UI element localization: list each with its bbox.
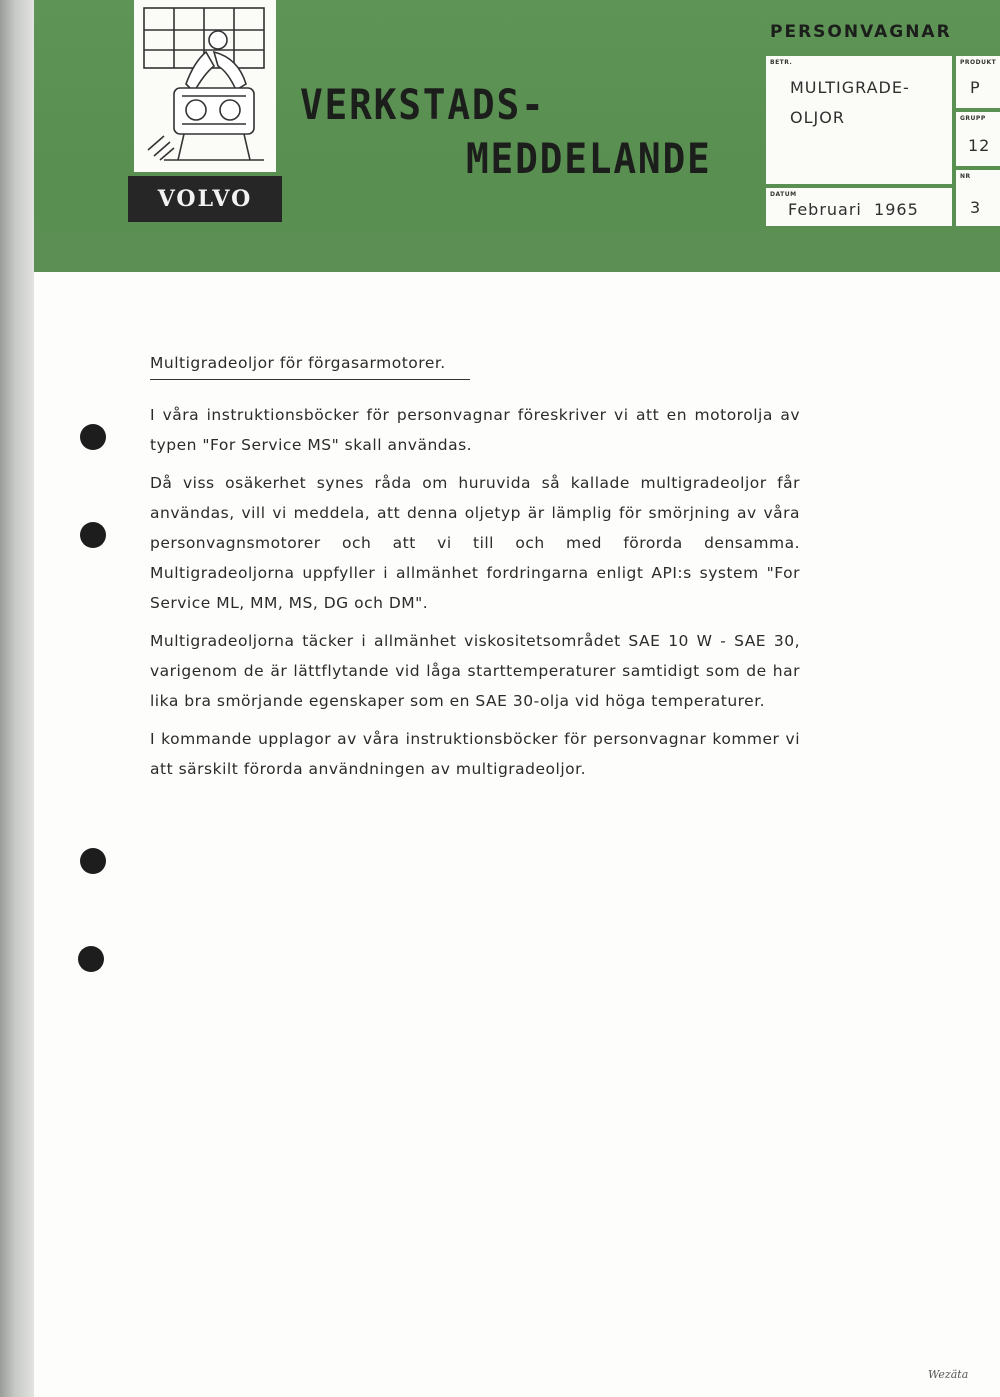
subject-heading: Multigradeoljor för förgasarmotorer. xyxy=(150,348,470,380)
produkt-value: P xyxy=(970,78,981,97)
body-content xyxy=(150,348,800,792)
punch-hole xyxy=(80,848,106,874)
printer-mark: Wezäta xyxy=(928,1368,969,1381)
paragraph: I våra instruktionsböcker för personvagnar föreskriver vi att en motorolja av typen "For Service MS" skall användas. xyxy=(150,406,800,454)
category-label: PERSONVAGNAR xyxy=(770,22,952,42)
paragraph: Då viss osäkerhet synes råda om huruvida så kallade multigradeoljor får användas, vill vi meddela, att denna oljetyp är lämplig för smörjning av våra personvagnsmotorer och att vi till och med förorda densamma. Multigradeoljorna uppfyller i allmänhet fordringarna enligt API:s system "For Service ML, MM, MS, DG och DM". xyxy=(150,474,800,612)
punch-hole xyxy=(80,424,106,450)
volvo-wordmark: VOLVO xyxy=(128,176,282,222)
grupp-label: GRUPP xyxy=(960,115,986,122)
datum-label: DATUM xyxy=(770,191,797,198)
paragraph: Multigradeoljorna täcker i allmänhet viskositetsområdet SAE 10 W - SAE 30, varigenom de är lättflytande vid låga starttemperaturer samtidigt som de har lika bra smörjande egenskaper som en SAE 30-olja vid höga temperaturer. xyxy=(150,632,800,710)
title-line-1: VERKSTADS- xyxy=(300,80,546,129)
produkt-box xyxy=(956,56,1000,108)
nr-label: NR xyxy=(960,173,971,180)
betr-value-line1: MULTIGRADE- xyxy=(790,78,910,97)
grupp-box xyxy=(956,112,1000,166)
paragraph: I kommande upplagor av våra instruktionsböcker för personvagnar kommer vi att särskilt förorda användningen av multigradeoljor. xyxy=(150,730,800,778)
grupp-value: 12 xyxy=(968,136,991,155)
nr-box xyxy=(956,170,1000,226)
punch-hole xyxy=(80,522,106,548)
volvo-logo-block xyxy=(128,0,282,226)
betr-label: BETR. xyxy=(770,59,793,66)
betr-value-line2: OLJOR xyxy=(790,108,845,127)
nr-value: 3 xyxy=(970,198,982,217)
datum-value: Februari 1965 xyxy=(788,200,919,219)
punch-hole xyxy=(78,946,104,972)
mechanic-illustration-icon xyxy=(134,0,276,172)
produkt-label: PRODUKT xyxy=(960,59,997,66)
datum-box xyxy=(766,188,952,226)
betr-box xyxy=(766,56,952,184)
title-line-2: MEDDELANDE xyxy=(466,134,712,183)
page-edge-strip xyxy=(0,0,34,1397)
